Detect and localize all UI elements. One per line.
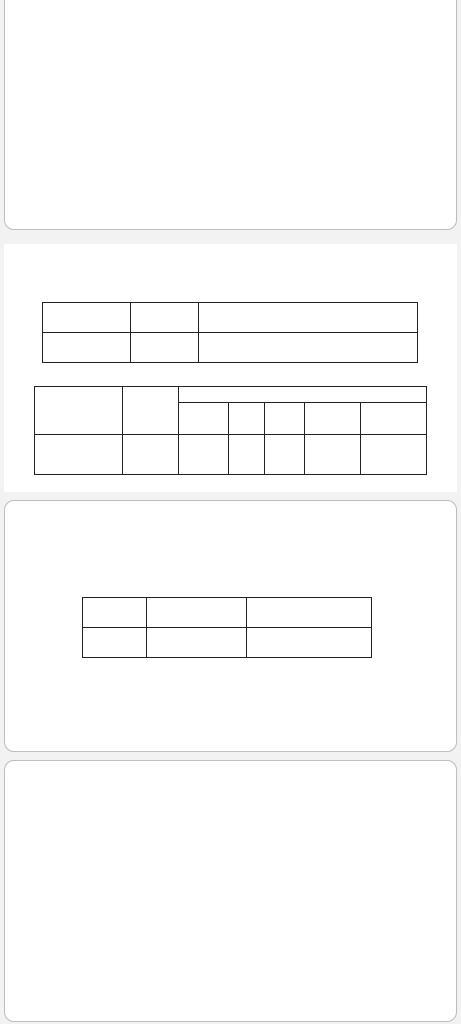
cell-sent (147, 628, 247, 658)
table-row (43, 333, 418, 363)
cell-approved (247, 628, 372, 658)
destruction-panel (4, 244, 457, 492)
cell-year (83, 628, 147, 658)
subheader-tablet (305, 403, 361, 435)
cell-ganja-plant (229, 435, 265, 475)
ndps-charts-svg (5, 0, 458, 231)
cell-injection (361, 435, 427, 475)
cell-quantity (199, 333, 418, 363)
subheader-syrup (265, 403, 305, 435)
subheader-injection (361, 403, 427, 435)
ndps-charts-panel (4, 0, 457, 230)
header-approved-cases (247, 598, 372, 628)
preventive-charts-svg (5, 761, 458, 1023)
table-row (35, 435, 427, 475)
narcotics-destruction-table (34, 386, 427, 475)
header-quantity (179, 387, 427, 403)
table-row (83, 628, 372, 658)
table-header-row (83, 598, 372, 628)
cell-syrup (265, 435, 305, 475)
cell-cases (123, 435, 179, 475)
header-sheersh (35, 387, 123, 435)
subheader-ganja-plant (229, 403, 265, 435)
cell-ganja (179, 435, 229, 475)
table-header-row (35, 387, 427, 403)
header-sheersh (43, 303, 131, 333)
pit-ndps-panel (4, 500, 457, 752)
header-sent-cases (147, 598, 247, 628)
cell-item (43, 333, 131, 363)
subheader-ganja (179, 403, 229, 435)
header-prakaran (131, 303, 199, 333)
header-year (83, 598, 147, 628)
pit-ndps-table (82, 597, 372, 658)
header-quantity (199, 303, 418, 333)
liquor-destruction-table (42, 302, 418, 363)
cell-cases (131, 333, 199, 363)
table-header-row (43, 303, 418, 333)
preventive-action-panel (4, 760, 457, 1022)
cell-tablet (305, 435, 361, 475)
header-prakaran (123, 387, 179, 435)
cell-item (35, 435, 123, 475)
